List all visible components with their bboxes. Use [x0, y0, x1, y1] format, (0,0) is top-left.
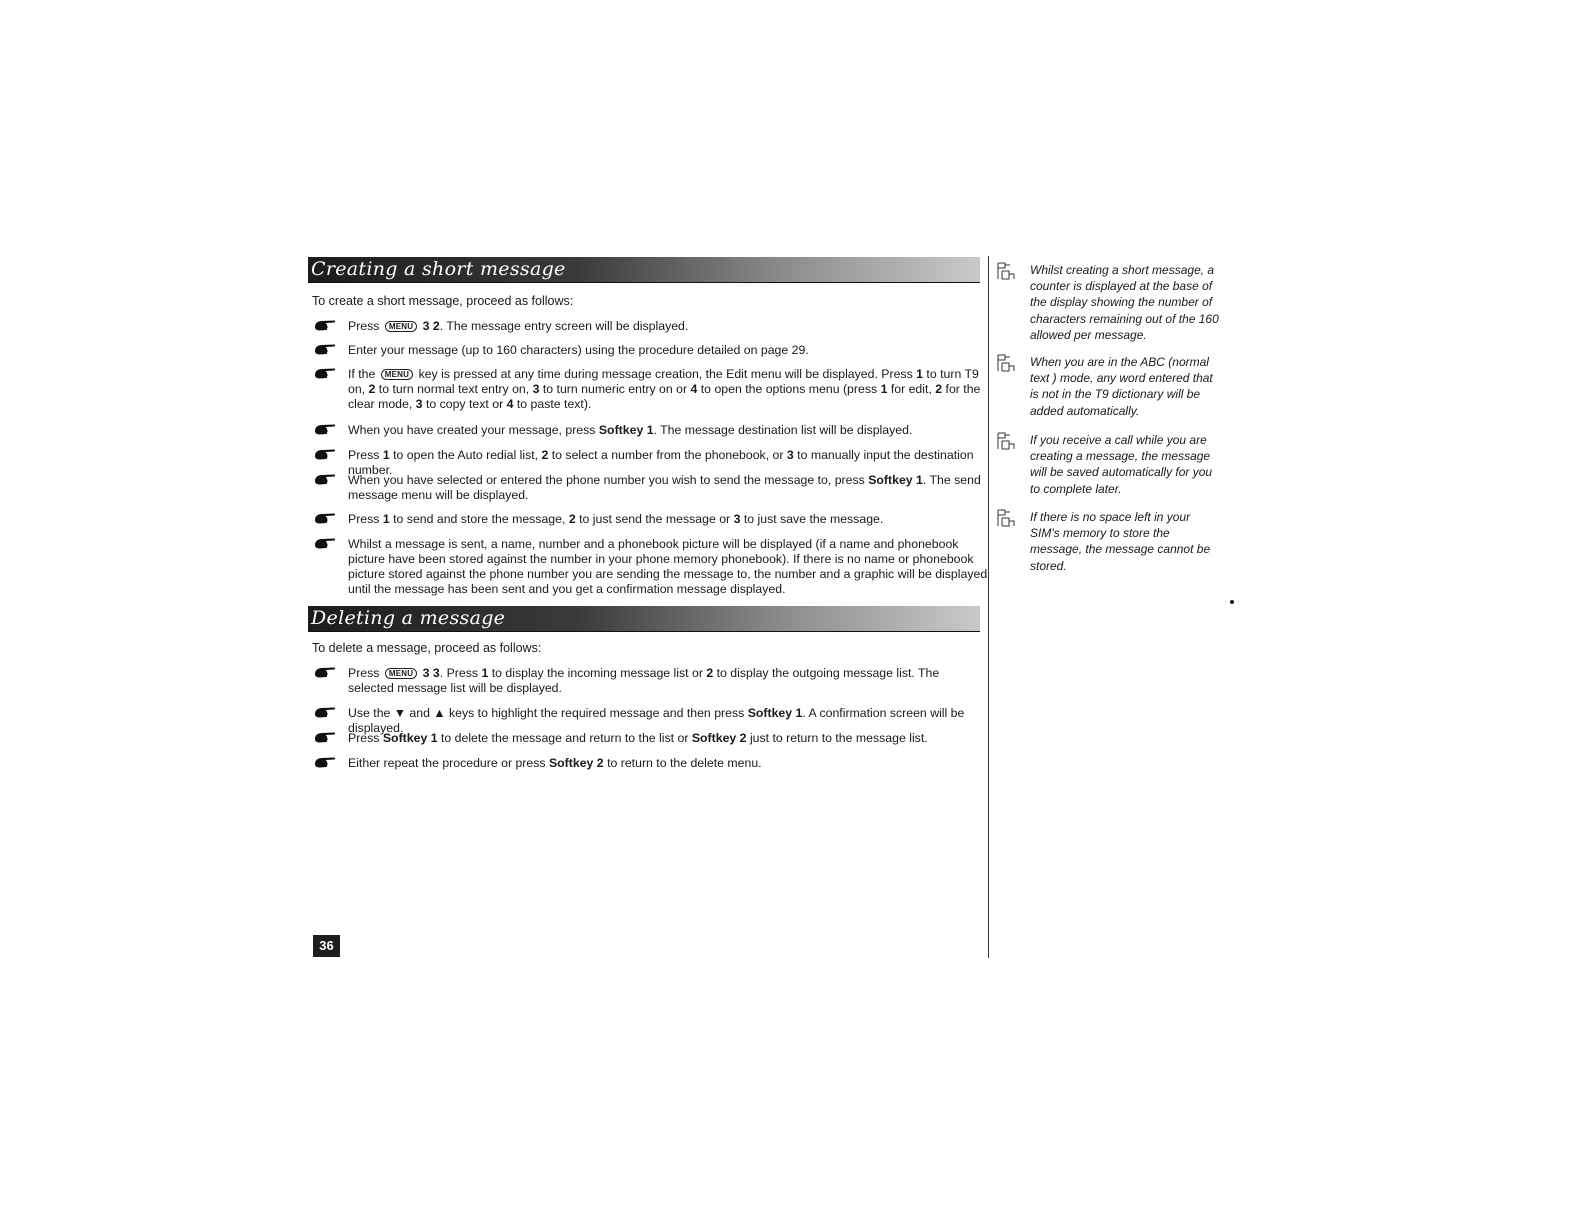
section-heading-text: Creating a short message [311, 258, 566, 280]
pointing-hand-icon [314, 447, 336, 461]
section-heading-creating [308, 257, 980, 283]
menu-key-icon: MENU [385, 321, 417, 332]
pointing-hand-icon [314, 366, 336, 380]
stray-dot [1230, 600, 1234, 604]
note-icon [996, 432, 1018, 450]
column-divider [988, 256, 989, 958]
pointing-hand-icon [314, 665, 336, 679]
section-heading-deleting [308, 606, 980, 632]
note-icon [996, 354, 1018, 372]
menu-key-icon: MENU [381, 369, 413, 380]
pointing-hand-icon [314, 511, 336, 525]
pointing-hand-icon [314, 472, 336, 486]
pointing-hand-icon [314, 318, 336, 332]
up-arrow-icon: ▲ [433, 706, 446, 720]
pointing-hand-icon [314, 536, 336, 550]
section-intro: To create a short message, proceed as follows: [312, 294, 574, 308]
pointing-hand-icon [314, 730, 336, 744]
pointing-hand-icon [314, 422, 336, 436]
note-icon [996, 262, 1018, 280]
down-arrow-icon: ▼ [393, 706, 406, 720]
section-heading-text: Deleting a message [311, 607, 506, 629]
note-icon [996, 509, 1018, 527]
page-number: 36 [313, 935, 340, 957]
pointing-hand-icon [314, 342, 336, 356]
pointing-hand-icon [314, 755, 336, 769]
menu-key-icon: MENU [385, 668, 417, 679]
section-intro: To delete a message, proceed as follows: [312, 641, 542, 655]
pointing-hand-icon [314, 705, 336, 719]
